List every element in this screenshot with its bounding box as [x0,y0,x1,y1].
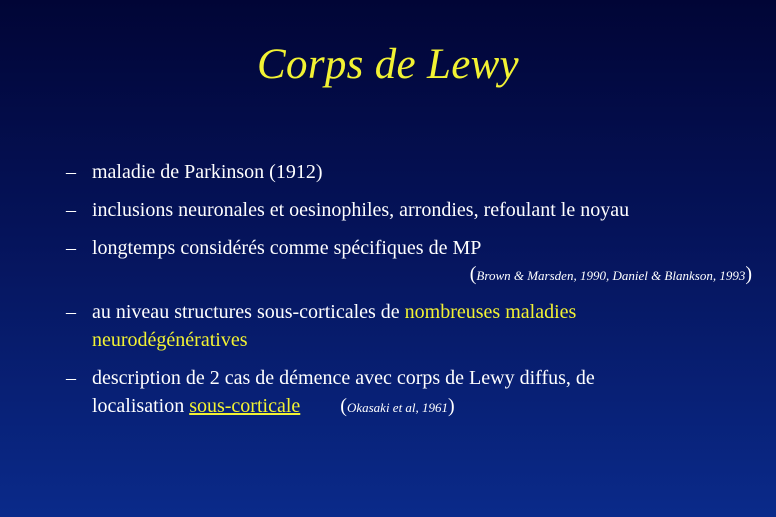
bullet-item [66,234,756,288]
bullet-dash: – [66,367,76,389]
bullet-text: maladie de Parkinson (1912) [92,161,323,183]
bullet-text: au niveau structures sous-corticales de [92,301,405,323]
highlight-text: neurodégénératives [92,329,248,351]
citation-open-paren: ( [469,263,477,285]
bullet-item [66,298,756,354]
highlight-underlined-text: sous-corticale [189,395,301,417]
highlight-text: nombreuses maladies [404,301,577,323]
bullet-text: localisation [92,395,190,417]
citation-text: Brown & Marsden, 1990, Daniel & Blankson, 1993 [476,268,746,283]
citation-text: Okasaki et al, 1961 [346,400,449,415]
citation-line [92,262,756,288]
citation-close-paren: ) [448,395,455,417]
bullet-item [66,196,756,224]
bullet-dash: – [66,237,76,259]
bullet-dash: – [66,301,76,323]
bullet-item [66,364,756,422]
bullet-dash: – [66,161,76,183]
citation-close-paren: ) [745,263,752,285]
bullet-list [66,158,756,432]
bullet-dash: – [66,199,76,221]
citation-open-paren: ( [340,395,347,417]
bullet-text: longtemps considérés comme spécifiques de MP [92,237,482,259]
bullet-text: description de 2 cas de démence avec corps de Lewy diffus, de [92,367,595,389]
bullet-text: inclusions neuronales et oesinophiles, arrondies, refoulant le noyau [92,199,630,221]
bullet-item [66,158,756,186]
slide-title: Corps de Lewy [257,41,519,88]
